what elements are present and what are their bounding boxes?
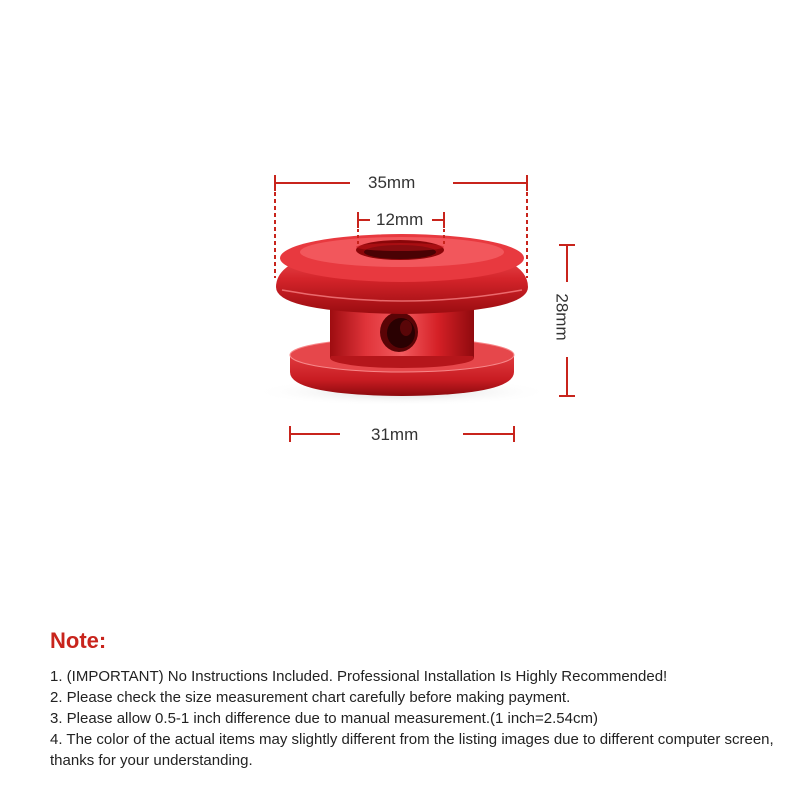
note-title: Note: (50, 628, 107, 653)
note-item: 1. (IMPORTANT) No Instructions Included. Professional Installation Is Highly Recommended! (50, 668, 668, 685)
note-item: 4. The color of the actual items may slightly different from the listing images due to different computer screen, thanks for your understanding. (50, 731, 774, 769)
dimension-label-31mm: 31mm (371, 425, 419, 444)
note-item: 2. Please check the size measurement chart carefully before making payment. (50, 689, 571, 706)
note-list (50, 666, 780, 771)
dimension-label-28mm: 28mm (552, 293, 572, 341)
top-cap (276, 234, 528, 314)
note-item: 3. Please allow 0.5-1 inch difference due to manual measurement.(1 inch=2.54cm) (50, 710, 598, 727)
dimension-label-35mm: 35mm (368, 173, 416, 192)
dimension-label-12mm: 12mm (376, 210, 424, 229)
